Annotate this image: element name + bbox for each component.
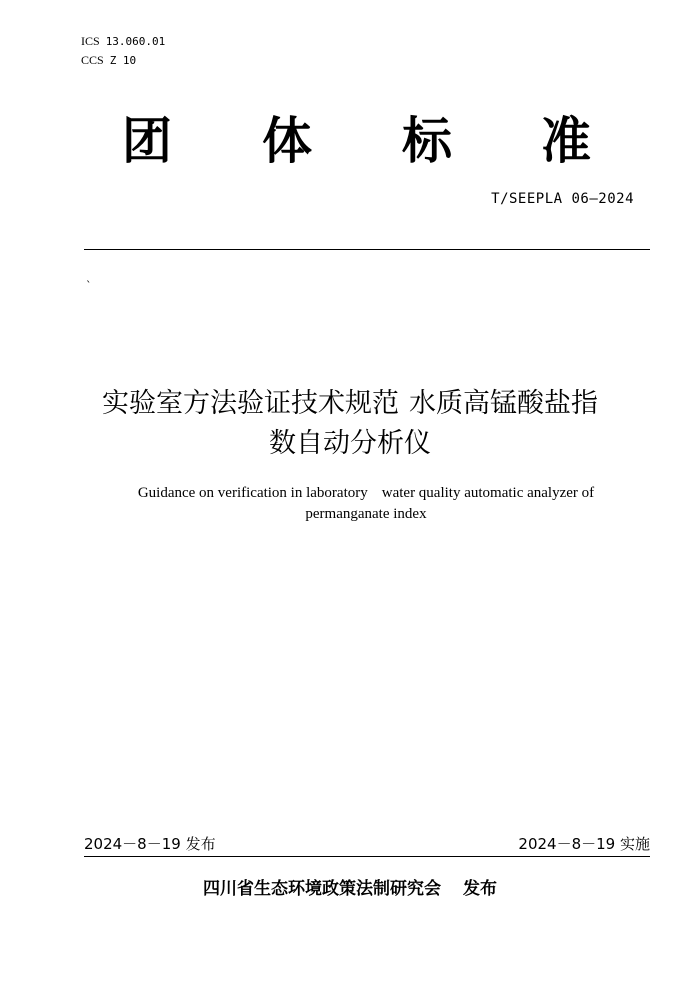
english-title-part-1: Guidance on verification in laboratory [137, 485, 368, 501]
publisher-name: 四川省生态环境政策法制研究会 [203, 879, 441, 899]
ccs-label: CCS [81, 53, 104, 67]
ccs-classification [81, 53, 136, 68]
english-title-part-2: water quality automatic analyzer of [381, 485, 595, 501]
ics-label: ICS [81, 34, 100, 48]
publisher-action: 发布 [463, 879, 497, 899]
footer-divider [84, 856, 650, 857]
ics-classification [81, 34, 165, 49]
issue-date: 2024－8－19 发布 [84, 835, 216, 853]
chinese-title-line-1 [40, 384, 660, 424]
stray-mark: ` [86, 279, 92, 292]
ccs-code: Z 10 [109, 54, 137, 67]
standard-type-char: 体 [262, 112, 312, 170]
publisher-line [0, 878, 700, 900]
chinese-title-line-2: 数自动分析仪 [269, 428, 431, 459]
english-title [60, 483, 672, 525]
standard-number: T/SEEPLA 06—2024 [491, 191, 634, 207]
ics-code: 13.060.01 [105, 35, 166, 48]
standard-type-heading [0, 110, 700, 180]
chinese-title-part-1: 实验室方法验证技术规范 [102, 388, 399, 419]
chinese-title [40, 384, 660, 464]
chinese-title-part-2: 水质高锰酸盐指 [409, 388, 598, 419]
implementation-date: 2024－8－19 实施 [518, 835, 650, 853]
header-divider [84, 249, 650, 250]
english-title-line-1 [60, 483, 672, 504]
standard-type-char: 准 [541, 112, 591, 170]
standard-type-char: 标 [402, 112, 452, 170]
standard-type-char: 团 [122, 112, 172, 170]
english-title-line-2: permanganate index [305, 506, 427, 522]
